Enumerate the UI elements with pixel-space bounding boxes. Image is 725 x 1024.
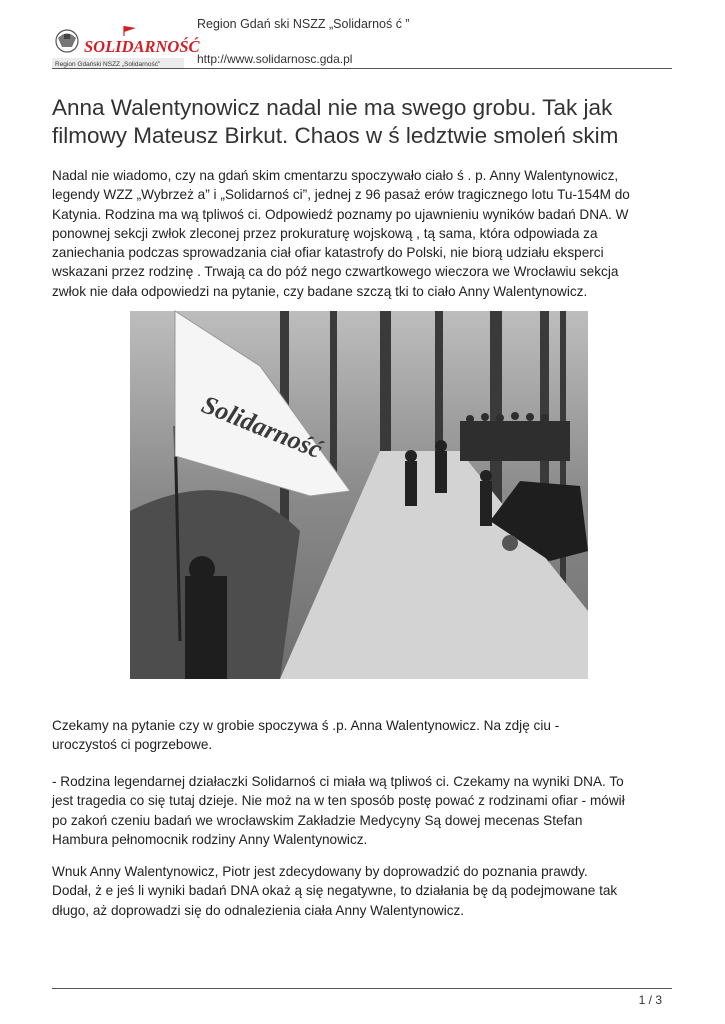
lead-line: Nadal nie wiadomo, czy na gdań skim cmentarzu spoczywało ciało ś . p. Anny Walentynowicz, <box>52 168 619 183</box>
caption-line: uroczystoś ci pogrzebowe. <box>52 737 213 753</box>
photo-caption <box>52 716 692 755</box>
lead-line: wskazani przez rodzinę . Trwają ca do póź nego czwartkowego wieczora we Wrocławiu sekcja <box>52 264 619 280</box>
page-header <box>52 14 672 70</box>
quote-line: - Rodzina legendarnej działaczki Solidarnoś ci miała wą tpliwoś ci. Czekamy na wyniki DNA. To <box>52 774 624 789</box>
closing-paragraph <box>52 862 692 920</box>
quote-line: jest tragedia co się tutaj dzieje. Nie moż na w ten sposób postę pować z rodzinami ofiar - mówił <box>52 793 625 809</box>
lead-line: zwłok nie dała odpowiedzi na pytanie, czy badane szczą tki to ciało Anny Walentynowicz. <box>52 283 588 299</box>
region-title: Region Gdań ski NSZZ „Solidarnoś ć ” <box>197 17 410 31</box>
caption-line: Czekamy na pytanie czy w grobie spoczywa ś .p. Anna Walentynowicz. Na zdję ciu - <box>52 718 560 733</box>
footer-divider <box>52 988 672 989</box>
lead-line: Katynia. Rodzina ma wą tpliwoś ci. Odpowiedź poznamy po ujawnieniu wyników badań DNA. W <box>52 206 629 222</box>
page-number: 1 / 3 <box>638 993 662 1007</box>
lead-paragraph <box>52 166 692 301</box>
quote-line: po zakoń czeniu badań we wrocławskim Zakładzie Medycyny Są dowej mecenas Stefan <box>52 812 583 828</box>
lead-line: legendy WZZ „Wybrzeż a” i „Solidarnoś ci”, jednej z 96 pasaż erów tragicznego lotu Tu-154M do <box>52 187 630 203</box>
closing-line: długo, aż doprowadzi się do odnalezienia ciała Anny Walentynowicz. <box>52 902 465 918</box>
closing-line: Dodał, ż e jeś li wyniki badań DNA okaż ą się negatywne, to działania bę dą podejmowane tak <box>52 883 618 899</box>
funeral-photo <box>130 311 588 679</box>
quote-paragraph <box>52 772 692 849</box>
article-title <box>52 94 672 150</box>
logo-caption: Region Gdański NSZZ „Solidarność” <box>55 61 161 68</box>
logo-wordmark: SOLIDARNOŚĆ <box>84 37 200 56</box>
region-url-link[interactable]: http://www.solidarnosc.gda.pl <box>197 52 353 66</box>
title-line: filmowy Mateusz Birkut. Chaos w ś ledztwie smoleń skim <box>52 123 619 148</box>
solidarnosc-logo <box>52 24 200 68</box>
lead-line: zaniechania podczas sprowadzania ciał ofiar katastrofy do Polski, nie biorą udziału eksperci <box>52 245 604 261</box>
header-divider <box>52 68 672 69</box>
quote-line: Hambura pełnomocnik rodziny Anny Walentynowicz. <box>52 831 368 847</box>
title-line: Anna Walentynowicz nadal nie ma swego grobu. Tak jak <box>52 95 613 120</box>
closing-line: Wnuk Anny Walentynowicz, Piotr jest zdecydowany by doprowadzić do poznania prawdy. <box>52 864 588 879</box>
lead-line: ponownej sekcji zwłok zleconej przez prokuraturę wojskową , tą sama, która odpowiada za <box>52 225 598 241</box>
flag-text: Solidarność <box>197 389 327 465</box>
